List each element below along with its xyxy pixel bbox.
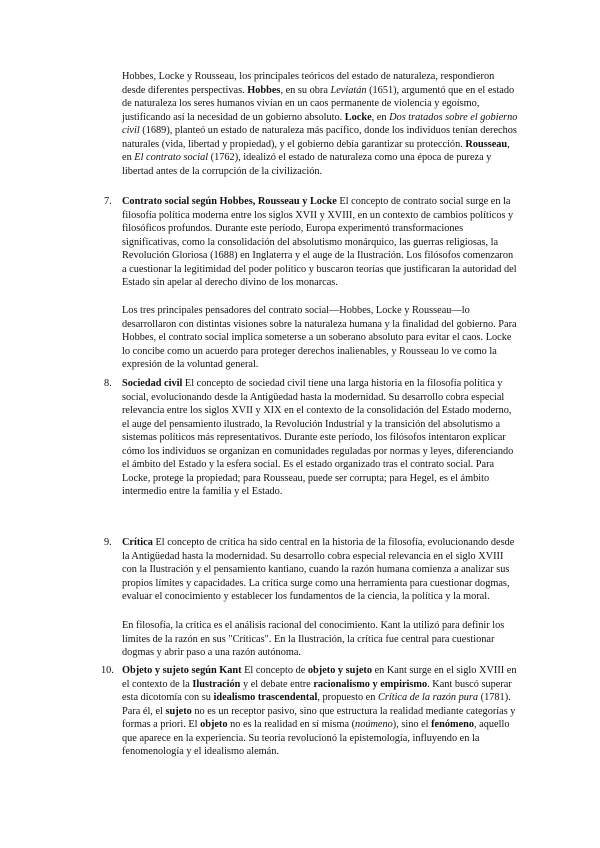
section-7-paragraph-2: Los tres principales pensadores del contrato social—Hobbes, Locke y Rousseau—lo desarrollaron con distintas visiones sobre la naturaleza humana y la finalidad del gobierno. Para Hobbes, el contrato social implica someterse a un soberano absoluto para evitar el caos. Locke lo concibe como un acuerdo para proteger derechos inalienables, y Rousseau lo ve como la expresión de la voluntad general. xyxy=(122,305,517,371)
intro-text-7: (1762), idealizó el estado de naturaleza como una época de pureza y libertad antes de la corrupción de la civilización. xyxy=(122,152,492,177)
term-noumeno: noúmeno xyxy=(355,719,393,731)
term-rousseau: Rousseau xyxy=(465,138,508,150)
intro-text-6: , en xyxy=(122,138,510,164)
section-9-paragraph xyxy=(122,536,518,604)
section-9-text: El concepto de crítica ha sido central en la historia de la filosofía, evolucionando desde la Antigüedad hasta la modernidad. Su desarrollo cobra especial relevancia en el siglo XVIII con la Ilustración y el pensamiento kantiano, cuando la razón humana comienza a analizar sus propios límites y capacidades. La crítica surge como una herramienta para cuestionar dogmas, evaluar el conocimiento y establecer los fundamentos de la ciencia, la política y la moral. xyxy=(122,537,515,603)
section-10-title: Objeto y sujeto según Kant xyxy=(122,665,242,676)
section-8-title: Sociedad civil xyxy=(122,378,183,389)
section-7-paragraph xyxy=(122,195,518,290)
intro-text-5: (1689), planteó un estado de naturaleza más pacífico, donde los individuos tenían derechos naturales (vida, libertad y propiedad), y el gobierno debía garantizar su protección. xyxy=(122,125,517,150)
s10-text-7: no es un receptor pasivo, sino que estructura la realidad mediante categorías y formas a priori. El xyxy=(122,705,516,731)
section-9-paragraph-2: En filosofía, la crítica es el análisis racional del conocimiento. Kant la utilizó para definir los límites de la razón en sus "Críticas". En la Ilustración, la crítica fue central para cuestionar dogmas y abrir paso a una razón autónoma. xyxy=(122,620,505,659)
term-sujeto: sujeto xyxy=(165,705,192,717)
intro-text-4: , en xyxy=(371,111,390,123)
section-8-text: El concepto de sociedad civil tiene una larga historia en la filosofía política y social, evolucionando desde la Antigüedad hasta la modernidad. Su desarrollo cobra especial relevancia entre los siglos XVII y XIX en el contexto de la consolidación del Estado moderno, el auge del pensamiento ilustrado, la Revolución Industrial y la transición del absolutismo a sistemas políticos más representativos. Durante este período, los filósofos intentaron explicar cómo los individuos se organizan en comunidades reguladas por normas y leyes, diferenciando el ámbito del Estado y la esfera social. Es el estado organizado tras el contrato social. Para Locke, protege la propiedad; para Rousseau, puede ser corrupta; para Hegel, es el ámbito intermedio entre la familia y el Estado. xyxy=(122,378,514,498)
s10-text-10: , aquello que aparece en la experiencia. Su teoría revolucionó la epistemología, influyendo en la fenomenología y el idealismo alemán. xyxy=(122,719,510,758)
term-hobbes: Hobbes xyxy=(247,84,281,96)
section-7-text: El concepto de contrato social surge en la filosofía política moderna entre los siglos XVII y XVIII, en un contexto de cambios políticos y filosóficos profundos. Durante este período, Europa experimentó transformaciones significativas, como la consolidación del absolutismo monárquico, las guerras religiosas, la Revolución Gloriosa (1688) en Inglaterra y el auge de la Ilustración. Los filósofos comenzaron a cuestionar la legitimidad del poder político y buscaron teorías que justificaran la autoridad del Estado sin apelar al derecho divino de los monarcas. xyxy=(122,196,517,289)
s10-text-5: , propuesto en xyxy=(317,692,378,704)
term-ilustracion: Ilustración xyxy=(192,678,241,690)
s10-text-4: . Kant buscó superar esta dicotomía con su xyxy=(122,678,512,704)
section-10-paragraph xyxy=(122,664,518,759)
section-9-title: Crítica xyxy=(122,537,153,548)
s10-text-3: y el debate entre xyxy=(240,678,314,690)
item-number-10: 10. xyxy=(101,665,114,676)
intro-text-2: , en su obra xyxy=(280,84,331,96)
item-number-7: 7. xyxy=(104,196,112,207)
term-idealismo: idealismo trascendental xyxy=(213,692,318,704)
work-critica-razon-pura: Crítica de la razón pura xyxy=(377,692,479,704)
term-racionalismo-empirismo: racionalismo y empirismo xyxy=(313,678,428,690)
intro-text-3: (1651), argumentó que en el estado de naturaleza los seres humanos vivían en un caos permanente de violencia y egoísmo, justificando así la necesidad de un gobierno absoluto. xyxy=(122,84,515,123)
intro-paragraph xyxy=(122,70,518,178)
work-leviatan: Leviatán xyxy=(330,84,367,96)
item-number-9: 9. xyxy=(104,537,112,548)
s10-text-6: (1781). Para él, el xyxy=(122,692,511,717)
item-number-8: 8. xyxy=(104,378,112,389)
term-objeto: objeto xyxy=(200,719,228,731)
term-locke: Locke xyxy=(344,111,372,123)
term-fenomeno: fenómeno xyxy=(431,719,475,731)
s10-text-8: no es la realidad en sí misma ( xyxy=(227,719,356,731)
work-dos-tratados: Dos tratados sobre el gobierno civil xyxy=(122,111,518,137)
section-8-paragraph xyxy=(122,377,518,499)
intro-text-1: Hobbes, Locke y Rousseau, los principales teóricos del estado de naturaleza, respondieron desde diferentes perspectivas. xyxy=(122,71,495,96)
s10-text-9: ), sino el xyxy=(392,719,432,731)
section-7-title: Contrato social según Hobbes, Rousseau y Locke xyxy=(122,196,337,207)
work-contrato-social: El contrato social xyxy=(134,152,209,164)
s10-text-2: en Kant surge en el siglo XVIII en el contexto de la xyxy=(122,665,517,690)
term-objeto-sujeto: objeto y sujeto xyxy=(307,665,372,676)
s10-text-1: El concepto de xyxy=(241,665,308,676)
